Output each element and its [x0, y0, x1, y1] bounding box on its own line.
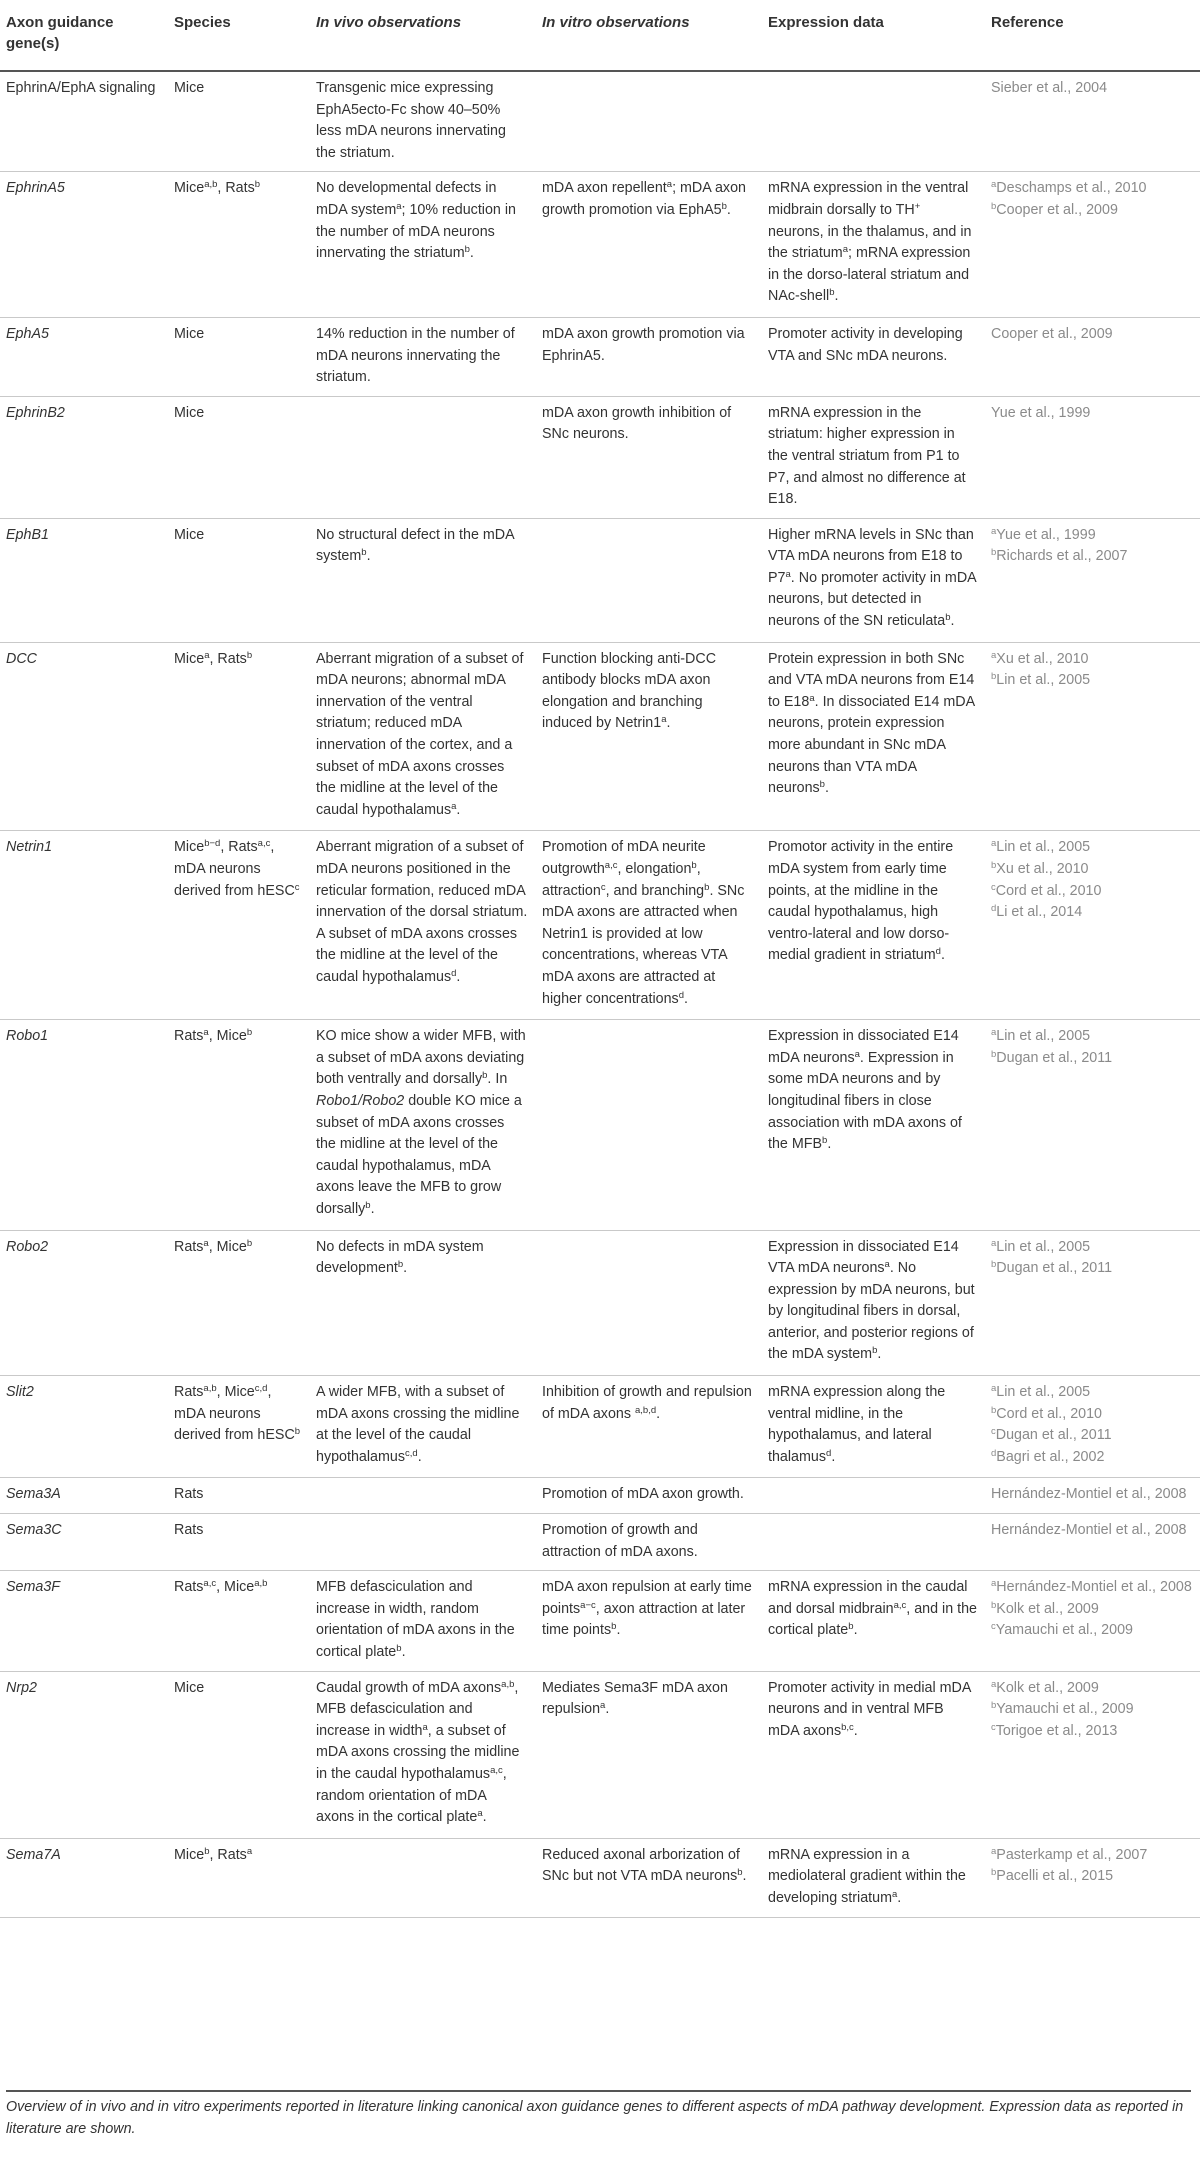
in-vitro-cell — [536, 71, 762, 172]
species-cell: Mice$^a$, Rats$^b$ — [168, 642, 310, 831]
reference-citation[interactable]: Yue et al., 1999 — [991, 404, 1091, 421]
reference-citation[interactable]: Hernández-Montiel et al., 2008 — [991, 1522, 1187, 1539]
reference-citation[interactable]: $^b$Yamauchi et al., 2009 — [991, 1700, 1134, 1718]
footnote-marker: a,c — [490, 1764, 503, 1776]
in-vitro-cell — [536, 518, 762, 642]
footnote-marker: b — [246, 1237, 253, 1249]
in-vitro-cell: mDA axon growth promotion via EphrinA5. — [536, 317, 762, 396]
footnote-marker: b — [829, 287, 835, 299]
footnote-marker: c — [991, 881, 996, 893]
footnote-marker: b — [611, 1621, 617, 1633]
gene-cell: Netrin1 — [0, 831, 168, 1020]
in-vivo-cell — [310, 1478, 536, 1514]
footnote-marker: a — [991, 1383, 997, 1395]
header-species: Species — [168, 0, 310, 71]
reference-citation[interactable]: $^b$Dugan et al., 2011 — [991, 1048, 1113, 1066]
gene-cell: EphrinB2 — [0, 396, 168, 518]
footnote-marker: b — [365, 1199, 371, 1211]
expression-cell: mRNA expression in a mediolateral gradient within the developing striatum$^a$. — [762, 1838, 985, 1917]
footnote-marker: c — [991, 1426, 996, 1438]
footnote-marker: a,b — [204, 179, 218, 191]
gene-cell: Sema3C — [0, 1514, 168, 1571]
footnote-marker: b — [204, 1845, 210, 1857]
table-row — [0, 1838, 1200, 1917]
table-row — [0, 317, 1200, 396]
reference-cell — [985, 1571, 1200, 1671]
in-vitro-cell: mDA axon repellent$^a$; mDA axon growth promotion via EphA5$^b$. — [536, 172, 762, 318]
in-vitro-cell — [536, 1230, 762, 1376]
footnote-marker: b,c — [841, 1721, 854, 1733]
reference-citation[interactable]: $^d$Bagri et al., 2002 — [991, 1447, 1105, 1465]
reference-citation[interactable]: $^b$Cooper et al., 2009 — [991, 200, 1118, 218]
expression-cell: Protein expression in both SNc and VTA mDA neurons from E14 to E18$^a$. In dissociated E14 mDA neurons, protein expression more abundant in SNc mDA neurons than VTA mDA neurons$^b$. — [762, 642, 985, 831]
footnote-marker: b — [872, 1345, 878, 1357]
table-row — [0, 518, 1200, 642]
reference-citation[interactable]: $^a$Lin et al., 2005 — [991, 838, 1091, 856]
expression-cell — [762, 1478, 985, 1514]
footnote-marker: b — [991, 1404, 997, 1416]
reference-cell — [985, 1020, 1200, 1230]
species-cell: Mice — [168, 518, 310, 642]
gene-cell: EphrinA5 — [0, 172, 168, 318]
in-vitro-cell — [536, 1020, 762, 1230]
reference-cell — [985, 1230, 1200, 1376]
footnote-marker: a — [809, 692, 815, 704]
in-vivo-cell — [310, 1514, 536, 1571]
gene-cell: Sema7A — [0, 1838, 168, 1917]
footnote-marker: a,c — [257, 838, 271, 850]
table-row — [0, 1671, 1200, 1838]
footnote-marker: b — [848, 1621, 854, 1633]
footnote-marker: c,d — [405, 1447, 418, 1459]
table-body — [0, 71, 1200, 1917]
in-vivo-cell: Aberrant migration of a subset of mDA neurons; abnormal mDA innervation of the ventral striatum; reduced mDA innervation of the cortex, and a subset of mDA axons crosses the midline at the level of the caudal hypothalamus$^a$. — [310, 642, 536, 831]
gene-cell: EphB1 — [0, 518, 168, 642]
footnote-marker: b — [397, 1259, 404, 1271]
footnote-marker: a — [422, 1721, 428, 1733]
table-row — [0, 396, 1200, 518]
header-in-vivo: In vivo observations — [310, 0, 536, 71]
gene-cell: Slit2 — [0, 1376, 168, 1478]
footnote-marker: c — [294, 881, 300, 893]
table-row — [0, 831, 1200, 1020]
footnote-marker: b — [991, 1259, 997, 1271]
footnote-marker: a,b — [254, 1578, 268, 1590]
reference-citation[interactable]: $^a$Pasterkamp et al., 2007 — [991, 1845, 1148, 1863]
species-cell: Rats$^{a,b}$, Mice$^{c,d}$, mDA neurons derived from hESC$^b$ — [168, 1376, 310, 1478]
footnote-marker: a — [991, 1845, 997, 1857]
footnote-marker: d — [678, 989, 684, 1001]
footnote-marker: b — [246, 649, 253, 661]
species-cell: Rats$^a$, Mice$^b$ — [168, 1020, 310, 1230]
species-cell: Rats — [168, 1514, 310, 1571]
table-header-row — [0, 0, 1200, 71]
species-cell: Mice — [168, 396, 310, 518]
footnote-marker: a — [203, 1027, 209, 1039]
reference-cell — [985, 1838, 1200, 1917]
reference-cell — [985, 1478, 1200, 1514]
header-reference: Reference — [985, 0, 1200, 71]
in-vitro-cell: Promotion of growth and attraction of mDA axons. — [536, 1514, 762, 1571]
reference-citation[interactable]: Hernández-Montiel et al., 2008 — [991, 1486, 1187, 1503]
footnote-marker: b — [991, 1599, 997, 1611]
footnote-marker: c — [991, 1721, 996, 1733]
table-row — [0, 1020, 1200, 1230]
expression-cell: Higher mRNA levels in SNc than VTA mDA neurons from E18 to P7$^a$. No promoter activity in mDA neurons, but detected in neurons of the SN reticulata$^b$. — [762, 518, 985, 642]
footnote-marker: a — [842, 244, 848, 256]
reference-citation[interactable]: $^a$Xu et al., 2010 — [991, 649, 1089, 667]
reference-citation[interactable]: $^c$Cord et al., 2010 — [991, 881, 1102, 899]
footnote-marker: c — [600, 881, 606, 893]
footnote-marker: b — [945, 612, 951, 624]
footnote-marker: a — [991, 179, 997, 191]
species-cell: Mice — [168, 1671, 310, 1838]
reference-cell — [985, 831, 1200, 1020]
footnote-marker: b — [991, 1867, 997, 1879]
footnote-marker: a — [991, 838, 997, 850]
footnote-marker: a — [477, 1808, 483, 1820]
footnote-marker: a — [991, 1578, 997, 1590]
header-gene: Axon guidance gene(s) — [0, 0, 168, 71]
in-vivo-cell — [310, 1838, 536, 1917]
reference-cell — [985, 172, 1200, 318]
in-vivo-cell: Aberrant migration of a subset of mDA neurons positioned in the reticular formation, reduced mDA innervation of the dorsal striatum. A subset of mDA axons crosses the midline at the level of the caudal hypothalamus$^d$. — [310, 831, 536, 1020]
footnote-marker: b — [464, 244, 470, 256]
footnote-marker: a — [991, 1237, 997, 1249]
footnote-marker: a — [600, 1700, 606, 1712]
in-vivo-cell: A wider MFB, with a subset of mDA axons crossing the midline at the level of the caudal hypothalamus$^{c,d}$. — [310, 1376, 536, 1478]
footnote-marker: a,c — [893, 1599, 907, 1611]
footnote-marker: b — [991, 671, 997, 683]
reference-citation[interactable]: $^c$Torigoe et al., 2013 — [991, 1721, 1118, 1739]
reference-citation[interactable]: Sieber et al., 2004 — [991, 80, 1108, 96]
footnote-marker: + — [914, 200, 921, 212]
table-row — [0, 1514, 1200, 1571]
footnote-marker: d — [451, 967, 457, 979]
reference-cell — [985, 71, 1200, 172]
table-caption: Overview of in vivo and in vitro experiments reported in literature linking canonical axon guidance genes to different aspects of mDA pathway development. Expression data as reported in literature are shown. — [6, 2090, 1191, 2140]
gene-cell: EphA5 — [0, 317, 168, 396]
reference-cell — [985, 518, 1200, 642]
in-vitro-cell: Promotion of mDA axon growth. — [536, 1478, 762, 1514]
footnote-marker: b — [991, 547, 997, 559]
expression-cell: mRNA expression in the striatum: higher expression in the ventral striatum from P1 to P7, and almost no difference at E18. — [762, 396, 985, 518]
footnote-marker: a — [991, 1678, 997, 1690]
reference-citation[interactable]: $^b$Xu et al., 2010 — [991, 860, 1089, 877]
in-vitro-cell: Promotion of mDA neurite outgrowth$^{a,c}$, elongation$^b$, attraction$^c$, and branching$^b$. SNc mDA axons are attracted when Netrin1 is provided at low concentrations, whereas VTA mDA axons are attracted at higher concentrations$^d$. — [536, 831, 762, 1020]
gene-cell: Nrp2 — [0, 1671, 168, 1838]
species-cell: Mice$^b$, Rats$^a$ — [168, 1838, 310, 1917]
expression-cell — [762, 1514, 985, 1571]
expression-cell: mRNA expression in the ventral midbrain dorsally to TH+ neurons, in the thalamus, and in the striatum$^a$; mRNA expression in the dorso-lateral striatum and NAc-shell$^b$. — [762, 172, 985, 318]
species-cell: Rats$^{a,c}$, Mice$^{a,b}$ — [168, 1571, 310, 1671]
reference-citation[interactable]: $^b$Pacelli et al., 2015 — [991, 1867, 1114, 1885]
table-row — [0, 172, 1200, 318]
in-vivo-cell: No structural defect in the mDA system$^b$. — [310, 518, 536, 642]
footnote-marker: b — [482, 1070, 488, 1082]
reference-citation[interactable]: $^a$Hernández-Montiel et al., 2008 — [991, 1578, 1192, 1596]
footnote-marker: d — [935, 946, 941, 958]
reference-citation[interactable]: $^b$Cord et al., 2010 — [991, 1404, 1103, 1422]
gene-cell: EphrinA/EphA signaling — [0, 71, 168, 172]
species-cell: Rats — [168, 1478, 310, 1514]
footnote-marker: a,b — [203, 1383, 217, 1395]
reference-cell — [985, 1514, 1200, 1571]
header-expression: Expression data — [762, 0, 985, 71]
reference-cell — [985, 396, 1200, 518]
reference-citation[interactable]: $^a$Kolk et al., 2009 — [991, 1678, 1099, 1696]
footnote-marker: a — [203, 1237, 209, 1249]
in-vivo-cell: KO mice show a wider MFB, with a subset of mDA axons deviating both ventrally and dorsally$^b$. In Robo1/Robo2 double KO mice a subset of mDA axons crosses the midline at the level of the caudal hypothalamus, mDA axons leave the MFB to grow dorsally$^b$. — [310, 1020, 536, 1230]
footnote-marker: a — [396, 200, 402, 212]
italic-text: Robo1/Robo2 — [316, 1092, 405, 1109]
species-cell: Mice — [168, 317, 310, 396]
in-vitro-cell: Mediates Sema3F mDA axon repulsion$^a$. — [536, 1671, 762, 1838]
footnote-marker: a — [204, 649, 210, 661]
footnote-marker: b — [822, 1135, 828, 1147]
expression-cell: Expression in dissociated E14 VTA mDA neurons$^a$. No expression by mDA neurons, but by longitudinal fibers in dorsal, anterior, and posterior regions of the mDA system$^b$. — [762, 1230, 985, 1376]
footnote-marker: b — [246, 1027, 253, 1039]
table-row — [0, 71, 1200, 172]
expression-cell: Promoter activity in developing VTA and SNc mDA neurons. — [762, 317, 985, 396]
footnote-marker: a — [884, 1259, 890, 1271]
reference-cell — [985, 1671, 1200, 1838]
table-row — [0, 1478, 1200, 1514]
footnote-marker: a — [891, 1888, 898, 1900]
gene-cell: Sema3A — [0, 1478, 168, 1514]
footnote-marker: b — [737, 1867, 743, 1879]
footnote-marker: b — [991, 1048, 997, 1060]
species-cell: Mice$^{a,b}$, Rats$^b$ — [168, 172, 310, 318]
gene-cell: Sema3F — [0, 1571, 168, 1671]
in-vitro-cell: Function blocking anti-DCC antibody blocks mDA axon elongation and branching induced by Netrin1$^a$. — [536, 642, 762, 831]
footnote-marker: a,b,d — [634, 1404, 657, 1416]
footnote-marker: b — [396, 1643, 402, 1654]
table-row — [0, 642, 1200, 831]
reference-citation[interactable]: $^a$Yue et al., 1999 — [991, 525, 1096, 543]
in-vitro-cell: mDA axon repulsion at early time points$^{a-c}$, axon attraction at later time points$^b$. — [536, 1571, 762, 1671]
footnote-marker: c,d — [254, 1383, 268, 1395]
in-vitro-cell: mDA axon growth inhibition of SNc neurons. — [536, 396, 762, 518]
reference-citation[interactable]: Cooper et al., 2009 — [991, 325, 1113, 342]
footnote-marker: b — [991, 1700, 997, 1712]
in-vivo-cell: Caudal growth of mDA axons$^{a,b}$, MFB defasciculation and increase in width$^a$, a subset of mDA axons crossing the midline in the caudal hypothalamus$^{a,c}$, random orientation of mDA axons in the cortical plate$^a$. — [310, 1671, 536, 1838]
footnote-marker: b — [991, 200, 997, 212]
footnote-marker: a,b — [501, 1678, 515, 1690]
expression-cell: Promoter activity in medial mDA neurons and in ventral MFB mDA axons$^{b,c}$. — [762, 1671, 985, 1838]
in-vitro-cell: Inhibition of growth and repulsion of mDA axons $^{a,b,d}$. — [536, 1376, 762, 1478]
species-cell: Mice$^{b-d}$, Rats$^{a,c}$, mDA neurons derived from hESC$^c$ — [168, 831, 310, 1020]
footnote-marker: d — [991, 903, 997, 915]
reference-citation[interactable]: $^a$Lin et al., 2005 — [991, 1027, 1091, 1045]
footnote-marker: a — [666, 179, 673, 191]
reference-citation[interactable]: $^d$Li et al., 2014 — [991, 903, 1083, 921]
reference-cell — [985, 642, 1200, 831]
footnote-marker: a−c — [580, 1599, 596, 1611]
footnote-marker: a — [661, 714, 667, 726]
reference-cell — [985, 1376, 1200, 1478]
table-row — [0, 1376, 1200, 1478]
in-vivo-cell: MFB defasciculation and increase in width, random orientation of mDA axons in the cortical plate$^b$. — [310, 1571, 536, 1671]
gene-cell: Robo2 — [0, 1230, 168, 1376]
expression-cell: Expression in dissociated E14 mDA neurons$^a$. Expression in some mDA neurons and by longitudinal fibers in close association with mDA axons of the MFB$^b$. — [762, 1020, 985, 1230]
footnote-marker: a — [991, 1027, 997, 1039]
footnote-marker: a — [854, 1048, 860, 1060]
reference-citation[interactable]: $^b$Kolk et al., 2009 — [991, 1599, 1099, 1617]
gene-cell: Robo1 — [0, 1020, 168, 1230]
footnote-marker: b — [691, 860, 697, 871]
in-vivo-cell: No defects in mDA system development$^b$. — [310, 1230, 536, 1376]
in-vivo-cell: Transgenic mice expressing EphA5ecto-Fc show 40–50% less mDA neurons innervating the striatum. — [310, 71, 536, 172]
footnote-marker: b — [721, 200, 727, 212]
gene-cell: DCC — [0, 642, 168, 831]
footnote-marker: a — [785, 568, 791, 580]
reference-citation[interactable]: $^b$Dugan et al., 2011 — [991, 1259, 1113, 1277]
reference-citation[interactable]: $^c$Dugan et al., 2011 — [991, 1426, 1112, 1444]
reference-citation[interactable]: $^a$Lin et al., 2005 — [991, 1237, 1091, 1255]
reference-citation[interactable]: $^c$Yamauchi et al., 2009 — [991, 1621, 1133, 1639]
footnote-marker: b — [991, 860, 997, 871]
table-row — [0, 1571, 1200, 1671]
footnote-marker: b — [294, 1426, 301, 1438]
expression-cell — [762, 71, 985, 172]
footnote-marker: b−d — [204, 838, 221, 850]
in-vivo-cell: No developmental defects in mDA system$^a$; 10% reduction in the number of mDA neurons innervating the striatum$^b$. — [310, 172, 536, 318]
footnote-marker: b — [254, 179, 261, 191]
header-in-vitro: In vitro observations — [536, 0, 762, 71]
footnote-marker: b — [704, 881, 710, 893]
footnote-marker: a — [991, 649, 997, 661]
footnote-marker: a — [246, 1845, 253, 1857]
species-cell: Mice — [168, 71, 310, 172]
footnote-marker: b — [819, 779, 825, 791]
species-cell: Rats$^a$, Mice$^b$ — [168, 1230, 310, 1376]
reference-citation[interactable]: $^b$Richards et al., 2007 — [991, 547, 1128, 565]
footnote-marker: d — [991, 1447, 997, 1459]
reference-citation[interactable]: $^a$Lin et al., 2005 — [991, 1383, 1091, 1401]
footnote-marker: c — [991, 1621, 996, 1633]
footnote-marker: a,c — [604, 860, 618, 871]
expression-cell: mRNA expression in the caudal and dorsal midbrain$^{a,c}$, and in the cortical plate$^b$. — [762, 1571, 985, 1671]
footnote-marker: d — [826, 1447, 832, 1459]
table-row — [0, 1230, 1200, 1376]
in-vivo-cell: 14% reduction in the number of mDA neurons innervating the striatum. — [310, 317, 536, 396]
in-vitro-cell: Reduced axonal arborization of SNc but not VTA mDA neurons$^b$. — [536, 1838, 762, 1917]
reference-cell — [985, 317, 1200, 396]
in-vivo-cell — [310, 396, 536, 518]
footnote-marker: a — [991, 525, 997, 537]
footnote-marker: a,c — [203, 1578, 217, 1590]
footnote-marker: a — [451, 800, 457, 812]
expression-cell: Promotor activity in the entire mDA system from early time points, at the midline in the caudal hypothalamus, high ventro-lateral and low dorso-medial gradient in striatum$^d$. — [762, 831, 985, 1020]
footnote-marker: b — [361, 547, 367, 559]
expression-cell: mRNA expression along the ventral midline, in the hypothalamus, and lateral thalamus$^d$. — [762, 1376, 985, 1478]
reference-citation[interactable]: $^b$Lin et al., 2005 — [991, 671, 1091, 689]
reference-citation[interactable]: $^a$Deschamps et al., 2010 — [991, 179, 1147, 197]
